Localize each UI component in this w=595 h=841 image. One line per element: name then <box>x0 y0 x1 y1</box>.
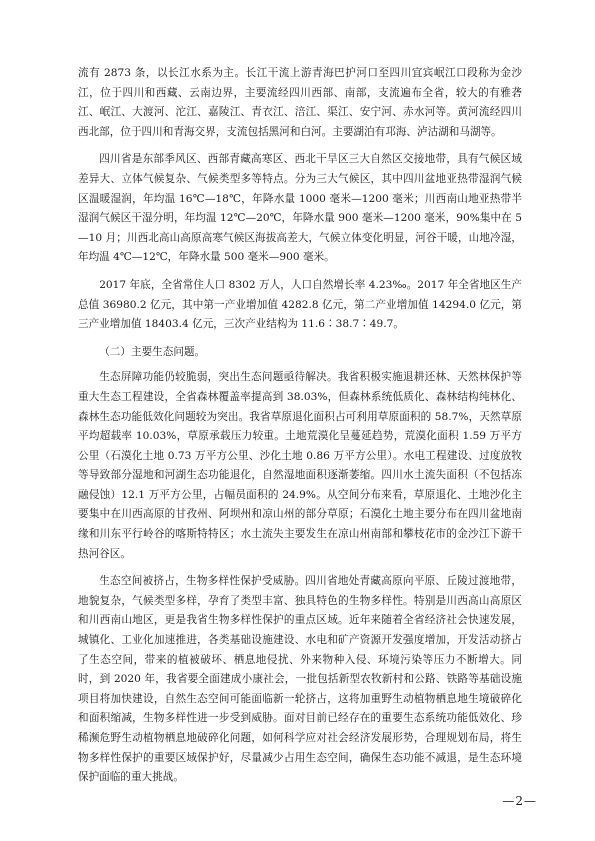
paragraph-rivers: 流有 2873 条，以长江水系为主。长江干流上游青海巴护河口至四川宜宾岷江口段称为金沙江，位于四川和西藏、云南边界，主要流经四川西部、南部，支流遍布全省，较大的有雅砻江、岷江、大渡河、沱江、嘉陵江、青衣江、涪江、渠江、安宁河、赤水河等。黄河流经四川西北部，位于四川和青海交界，支流包括黑河和白河。主要湖泊有邛海、泸沽湖和马湖等。 <box>78 67 522 138</box>
paragraph-ecological-barrier: 生态屏障功能仍较脆弱，突出生态问题亟待解决。我省积极实施退耕还林、天然林保护等重大生态工程建设，全省森林覆盖率提高到 38.03%，但森林系统低质化、森林结构纯林化、森林生态功能低效化问题较为突出。我省草原退化面积占可利用草原面积的 58.7%，天然草原平均超载率 10.03%，草原承载压力较重。土地荒漠化呈蔓延趋势，荒漠化面积 1.59 万平方公里（石漠化土地 0.73 万平方公里、沙化土地 0.86 万平方公里）。水电工程建设、过度放牧等导致部分湿地和河湖生态功能退化，自然湿地面积逐渐萎缩。四川水土流失面积（不包括冻融侵蚀）12.1 万平方公里，占幅员面积的 24.9%。从空间分布来看，草原退化、土地沙化主要集中在川西高原的甘孜州、阿坝州和凉山州的部分草原；石漠化土地主要分布在四川盆地南缘和川东平行岭谷的喀斯特特区；水土流失主要发生在凉山州南部和攀枝花市的金沙江下游干热河谷区。 <box>78 371 522 560</box>
section-heading: （二）主要生态问题。 <box>99 345 206 358</box>
page-number: —2— <box>502 794 537 808</box>
paragraph-biodiversity: 生态空间被挤占，生物多样性保护受威胁。四川省地处青藏高原向平原、丘陵过渡地带，地貌复杂，气候类型多样，孕育了类型丰富、独具特色的生物多样性。特别是川西高山高原区和川西南山地区，更是我省生物多样性保护的重点区域。近年来随着全省经济社会快速发展，城镇化、工业化加速推进，各类基础设施建设、水电和矿产资源开发强度增加，开发活动挤占了生态空间，带来的植被破坏、栖息地侵扰、外来物种入侵、环境污染等压力不断增大。同时，到 2020 年，我省要全面建成小康社会，一批包括新型农牧新村和公路、铁路等基础设施项目将加快建设，自然生态空间可能面临新一轮挤占，这将加重野生动植物栖息地生境破碎化和面积缩减，生物多样性进一步受到威胁。面对目前已经存在的重要生态系统功能低效化、珍稀濒危野生动植物栖息地破碎化问题，如何科学应对社会经济发展形势，合理规划布局，将生物多样性保护的重要区域保护好，尽量减少占用生态空间，确保生态功能不减退，是生态环境保护面临的重大挑战。 <box>78 575 522 784</box>
paragraph-climate: 四川省是东部季风区、西部青藏高寒区、西北干旱区三大自然区交接地带，具有气候区域差异大、立体气候复杂、气候类型多等特点。分为三大气候区，其中四川盆地亚热带湿润气候区温暖湿润，年均温 16℃—18℃，年降水量 1000 毫米—1200 毫米；川西南山地亚热带半湿润气候区干湿分明，年均温 12℃—20℃，年降水量 900 毫米—1200 毫米，90%集中在 5—10 月；川西北高山高原高寒气候区海拔高差大，气候立体变化明显，河谷干暖，山地冷湿，年均温 4℃—12℃，年降水量 500 毫米—900 毫米。 <box>78 153 522 264</box>
document-body <box>78 64 522 796</box>
paragraph-population-economy: 2017 年底，全省常住人口 8302 万人，人口自然增长率 4.23‰。2017 年全省地区生产总值 36980.2 亿元，其中第一产业增加值 4282.8 亿元，第二产业增加值 14294.0 亿元，第三产业增加值 18403.4 亿元，三次产业结构为 11.6∶38.7∶49.7。 <box>78 278 522 331</box>
